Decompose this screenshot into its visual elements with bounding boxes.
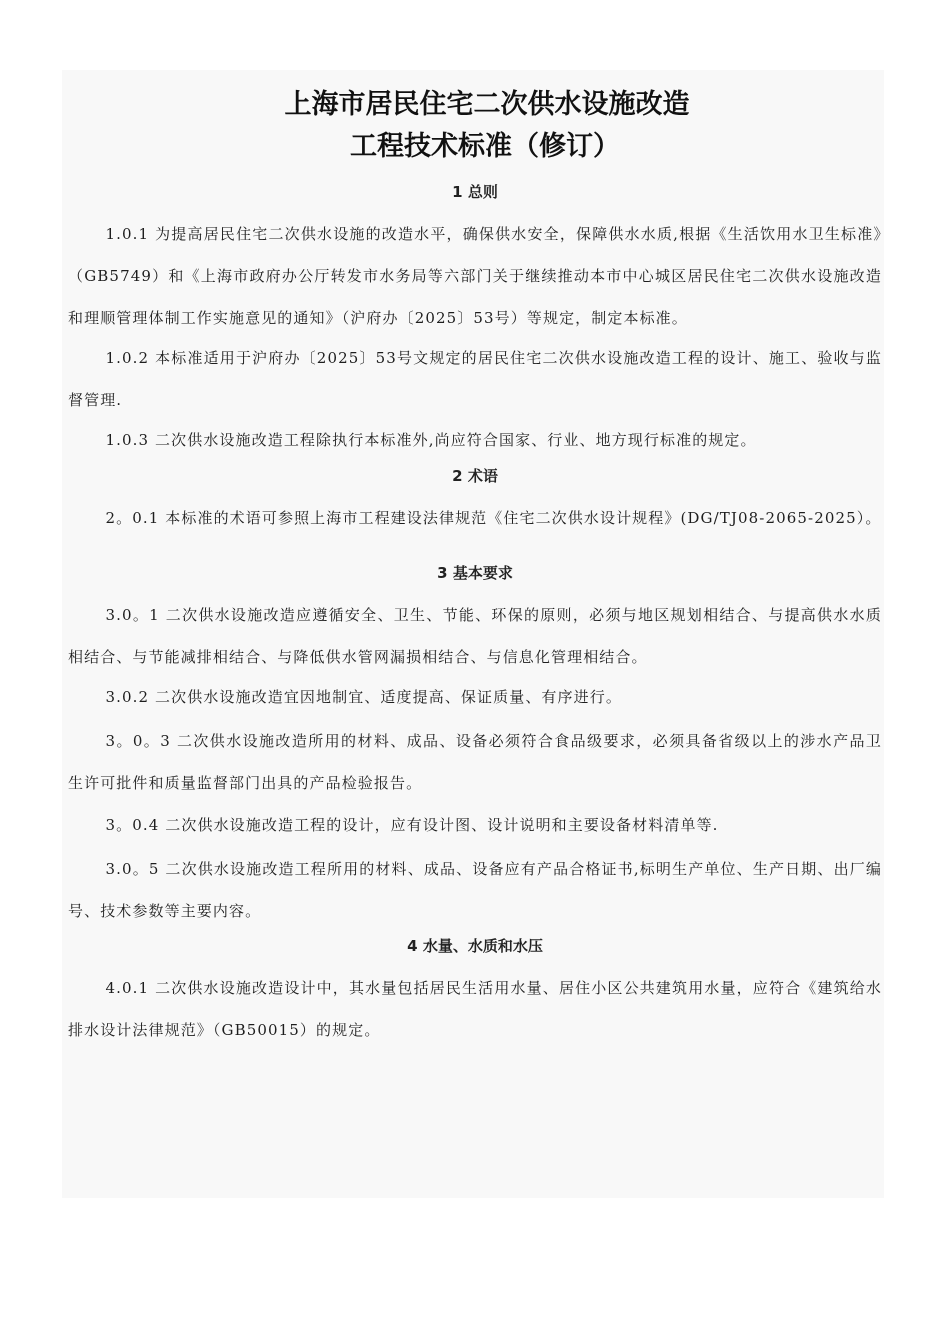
- section-heading-water-quantity: 4 水量、水质和水压: [407, 937, 543, 955]
- clause-3-0-1: 3.0。1 二次供水设施改造应遵循安全、卫生、节能、环保的原则，必须与地区规划相结合、与提高供水水质相结合、与节能减排相结合、与降低供水管网漏损相结合、与信息化管理相结合。: [68, 606, 882, 666]
- title-line-2: 工程技术标准（修订）: [350, 131, 620, 162]
- document-title: [68, 84, 882, 168]
- section-heading-basic-requirements: 3 基本要求: [437, 564, 513, 582]
- document-body: [68, 80, 882, 1051]
- clause-4-0-1: 4.0.1 二次供水设施改造设计中，其水量包括居民生活用水量、居住小区公共建筑用水量，应符合《建筑给水排水设计法律规范》（GB50015）的规定。: [68, 979, 882, 1039]
- section-heading-general: 1 总则: [452, 183, 498, 201]
- clause-3-0-5: 3.0。5 二次供水设施改造工程所用的材料、成品、设备应有产品合格证书,标明生产单位、生产日期、出厂编号、技术参数等主要内容。: [68, 860, 882, 920]
- clause-3-0-3: 3。0。3 二次供水设施改造所用的材料、成品、设备必须符合食品级要求，必须具备省级以上的涉水产品卫生许可批件和质量监督部门出具的产品检验报告。: [68, 732, 882, 792]
- clause-1-0-2: 1.0.2 本标准适用于沪府办〔2025〕53号文规定的居民住宅二次供水设施改造工程的设计、施工、验收与监督管理.: [68, 349, 882, 409]
- title-line-1: 上海市居民住宅二次供水设施改造: [284, 89, 690, 120]
- clause-3-0-4: 3。0.4 二次供水设施改造工程的设计，应有设计图、设计说明和主要设备材料清单等.: [105, 816, 719, 834]
- section-heading-terms: 2 术语: [452, 467, 498, 485]
- clause-1-0-3: 1.0.3 二次供水设施改造工程除执行本标准外,尚应符合国家、行业、地方现行标准的规定。: [105, 431, 757, 449]
- clause-2-0-1: 2。0.1 本标准的术语可参照上海市工程建设法律规范《住宅二次供水设计规程》(DG/TJ08-2065-2025）。: [105, 509, 882, 527]
- clause-3-0-2: 3.0.2 二次供水设施改造宜因地制宜、适度提高、保证质量、有序进行。: [105, 688, 622, 706]
- clause-1-0-1: 1.0.1 为提高居民住宅二次供水设施的改造水平，确保供水安全，保障供水水质,根据《生活饮用水卫生标准》（GB5749）和《上海市政府办公厅转发市水务局等六部门关于继续推动本市中心城区居民住宅二次供水设施改造和理顺管理体制工作实施意见的通知》（沪府办〔2025〕53号）等规定，制定本标准。: [68, 225, 882, 327]
